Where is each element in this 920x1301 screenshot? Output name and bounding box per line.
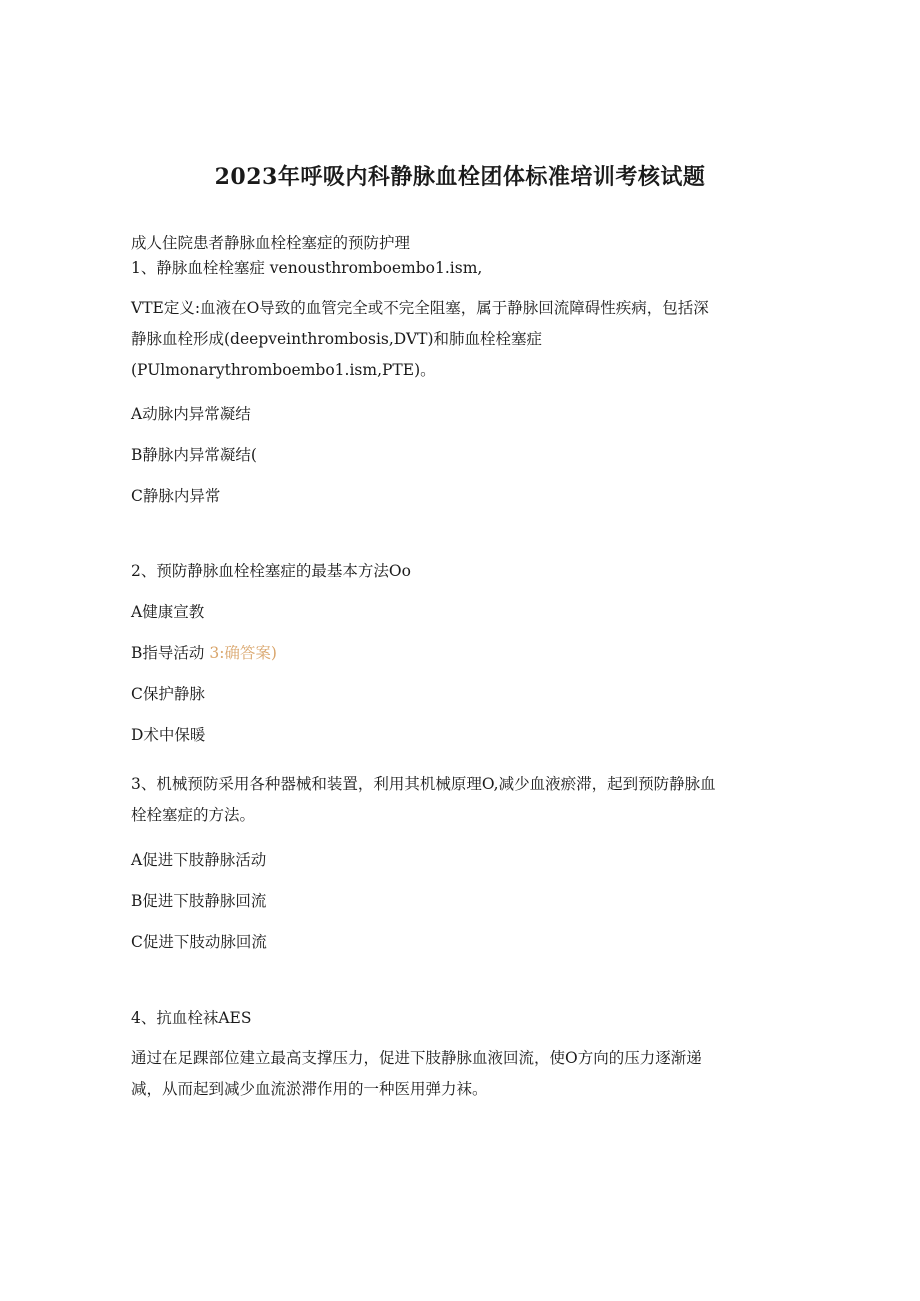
definition-line: (PUlmonarythromboembo1.ism,PTE)。 [131, 361, 436, 379]
question-1-stem: 1、静脉血栓栓塞症 venousthromboembo1.ism, [131, 259, 483, 277]
question-4-stem: 4、抗血栓袜AES [131, 1009, 252, 1027]
question-2-stem: 2、预防静脉血栓栓塞症的最基本方法Oo [131, 562, 411, 580]
stem-line: 3、机械预防采用各种器械和装置，利用其机械原理O,减少血液瘀滞，起到预防静脉血 [131, 775, 716, 793]
section-heading: 成人住院患者静脉血栓栓塞症的预防护理 [131, 234, 411, 252]
question-2-option-d: D术中保暖 [131, 726, 206, 744]
definition-line: VTE定义:血液在O导致的血管完全或不完全阻塞，属于静脉回流障碍性疾病，包括深 [131, 299, 709, 317]
answer-hint: 3:确答案) [209, 644, 277, 662]
question-3-stem [131, 769, 779, 831]
question-4-definition [131, 1043, 779, 1105]
question-1-definition [131, 293, 779, 386]
option-text: B指导活动 [131, 644, 205, 662]
definition-line: 减，从而起到减少血流淤滞作用的一种医用弹力袜。 [131, 1080, 488, 1098]
question-2-option-b [131, 643, 791, 663]
question-3-option-c: C促进下肢动脉回流 [131, 933, 267, 951]
question-1-option-a: A动脉内异常凝结 [131, 405, 251, 423]
question-1-option-c: C静脉内异常 [131, 487, 221, 505]
question-3-option-a: A促进下肢静脉活动 [131, 851, 267, 869]
definition-line: 静脉血栓形成(deepveinthrombosis,DVT)和肺血栓栓塞症 [131, 330, 543, 348]
document-title: 2023年呼吸内科静脉血栓团体标准培训考核试题 [214, 164, 706, 190]
stem-line: 栓栓塞症的方法。 [131, 806, 256, 824]
definition-line: 通过在足踝部位建立最高支撑压力，促进下肢静脉血液回流，使O方向的压力逐渐递 [131, 1049, 702, 1067]
question-2-option-a: A健康宣教 [131, 603, 205, 621]
question-1-option-b: B静脉内异常凝结( [131, 446, 257, 464]
question-2-option-c: C保护静脉 [131, 685, 205, 703]
question-3-option-b: B促进下肢静脉回流 [131, 892, 267, 910]
